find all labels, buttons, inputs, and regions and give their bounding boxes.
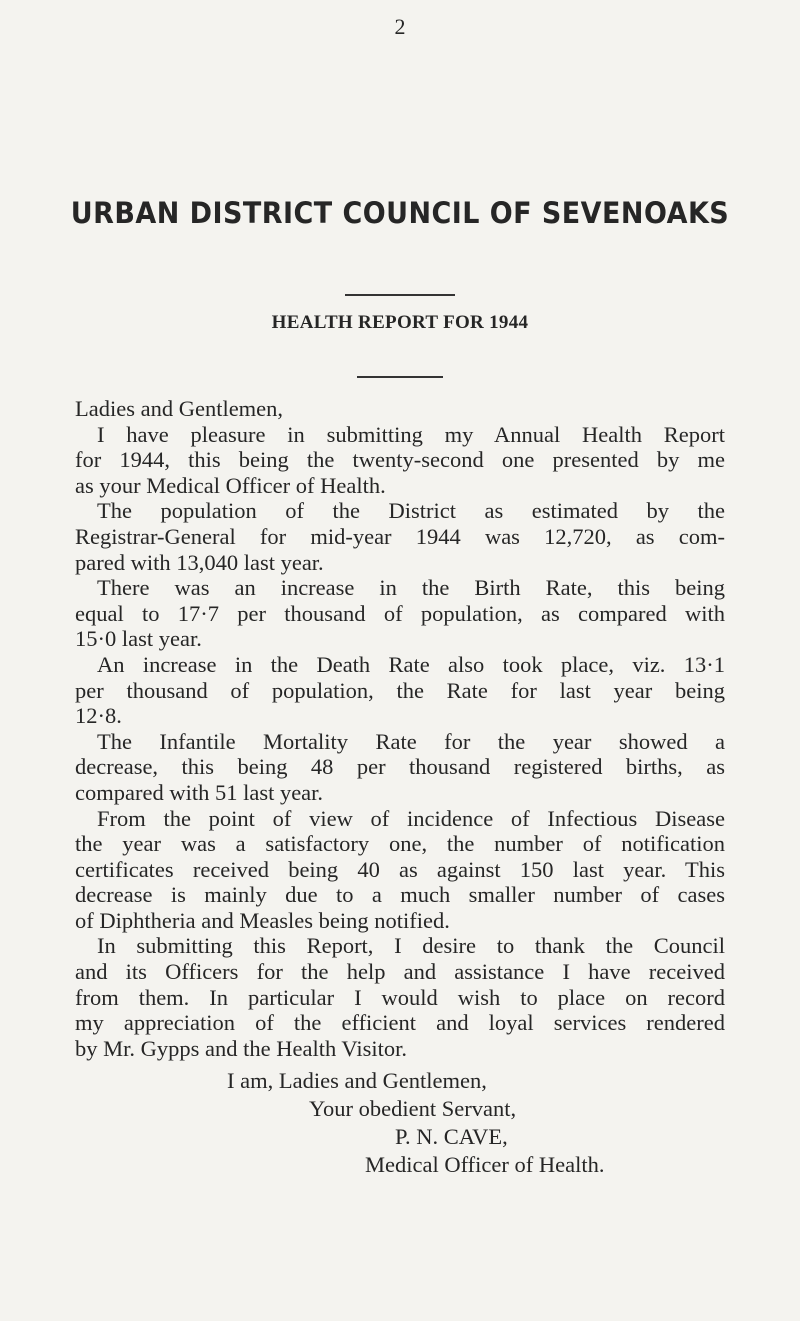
paragraph-line: my appreciation of the efficient and loyal services rendered: [75, 1010, 725, 1036]
paragraph-line: From the point of view of incidence of Infectious Disease: [97, 805, 725, 831]
divider: [357, 376, 443, 378]
paragraph-line: from them. In particular I would wish to place on record: [75, 984, 725, 1010]
paragraph-line: I have pleasure in submitting my Annual Health Report: [97, 421, 725, 447]
paragraph-line: by Mr. Gypps and the Health Visitor.: [75, 1035, 407, 1061]
paragraph-line: the year was a satisfactory one, the number of notification: [75, 831, 725, 857]
closing-line: I am, Ladies and Gentlemen,: [227, 1068, 487, 1094]
paragraph-line: of Diphtheria and Measles being notified.: [75, 907, 450, 933]
paragraph-line: equal to 17·7 per thousand of population, as compared with: [75, 600, 725, 626]
divider: [345, 294, 455, 296]
signatory-title: Medical Officer of Health.: [365, 1152, 605, 1178]
closing-line: Your obedient Servant,: [309, 1096, 517, 1122]
paragraph-line: Registrar-General for mid-year 1944 was 12,720, as com-: [75, 523, 725, 549]
paragraph-line: decrease is mainly due to a much smaller number of cases: [75, 882, 725, 908]
paragraph-line: 15·0 last year.: [75, 626, 202, 652]
paragraphs: [75, 422, 725, 1062]
letter-body: [75, 396, 725, 1179]
paragraph-line: per thousand of population, the Rate for last year being: [75, 677, 725, 703]
paragraph-line: An increase in the Death Rate also took place, viz. 13·1: [97, 651, 725, 677]
paragraph-line: pared with 13,040 last year.: [75, 549, 324, 575]
report-subtitle: HEALTH REPORT FOR 1944: [271, 312, 529, 333]
signatory-name: P. N. CAVE,: [395, 1124, 508, 1150]
paragraph-line: and its Officers for the help and assistance I have received: [75, 959, 725, 985]
paragraph-line: There was an increase in the Birth Rate, this being: [97, 575, 725, 601]
closing-block: [75, 1067, 725, 1179]
paragraph-line: The population of the District as estimated by the: [97, 498, 725, 524]
paragraph-line: In submitting this Report, I desire to thank the Council: [97, 933, 725, 959]
paragraph-line: 12·8.: [75, 703, 122, 729]
paragraph-line: compared with 51 last year.: [75, 779, 324, 805]
paragraph-line: as your Medical Officer of Health.: [75, 472, 386, 498]
salutation: Ladies and Gentlemen,: [75, 396, 284, 421]
page-number: 2: [394, 14, 406, 39]
document-title: URBAN DISTRICT COUNCIL OF SEVENOAKS: [70, 196, 730, 230]
paragraph-line: for 1944, this being the twenty-second one presented by me: [75, 447, 725, 473]
paragraph-line: certificates received being 40 as against 150 last year. This: [75, 856, 725, 882]
paragraph-line: decrease, this being 48 per thousand registered births, as: [75, 754, 725, 780]
paragraph-line: The Infantile Mortality Rate for the year showed a: [97, 728, 725, 754]
